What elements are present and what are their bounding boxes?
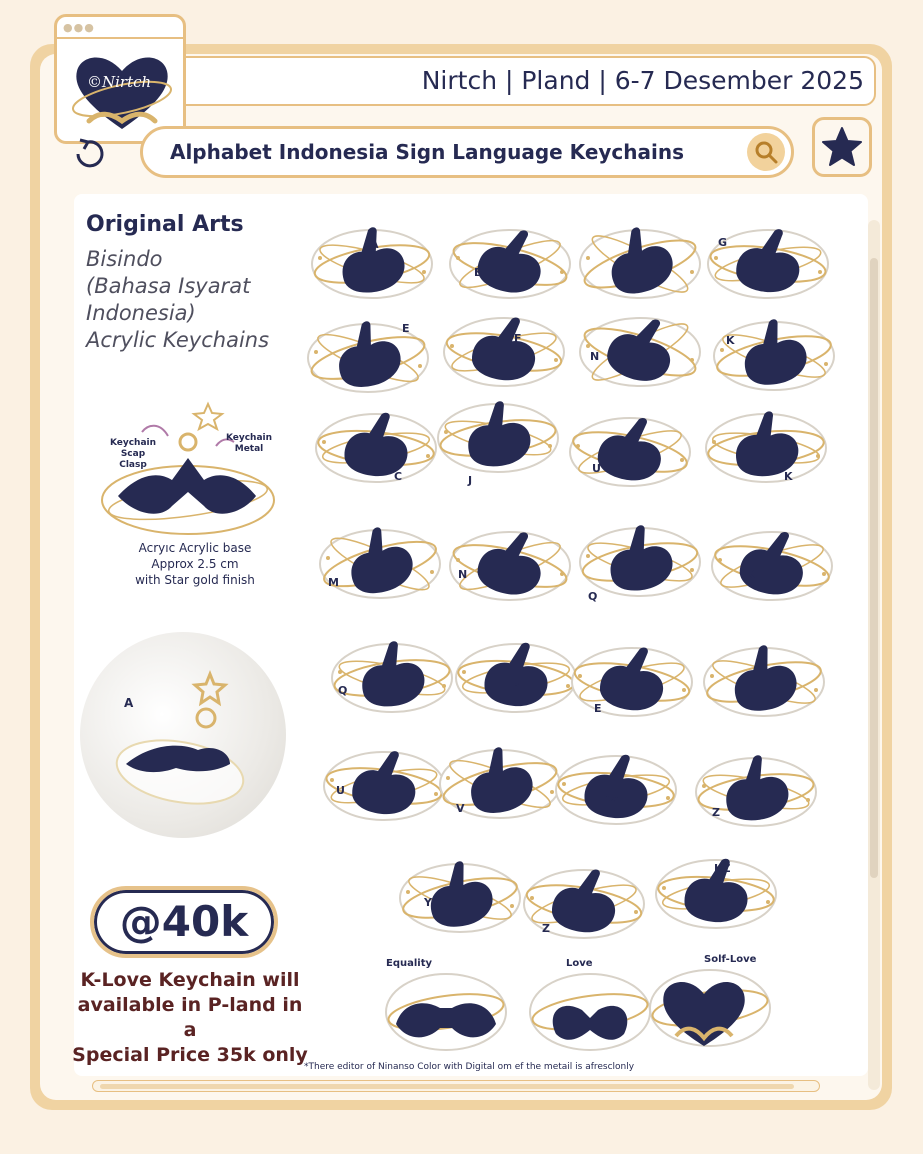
hand-sign-icon: [520, 858, 648, 950]
keychain-letter-label: Z: [712, 806, 720, 819]
keychain-item[interactable]: [704, 218, 832, 310]
hand-sign-icon: [446, 520, 574, 612]
special-keychain-item[interactable]: [526, 958, 654, 1054]
hand-sign-icon: [702, 402, 830, 494]
horizontal-scrollbar-thumb[interactable]: [100, 1084, 794, 1089]
special-keychain-title: Love: [566, 958, 593, 969]
base-description: Acryıc Acrylic base Approx 2.5 cm with Star gold finish: [135, 541, 255, 587]
keychain-item[interactable]: [446, 218, 574, 310]
hand-sign-icon: [446, 218, 574, 310]
keychain-item[interactable]: [452, 632, 580, 724]
keychain-item[interactable]: [312, 402, 440, 494]
hand-sign-icon: [328, 632, 456, 724]
intro-description: Bisindo (Bahasa Isyarat Indonesia) Acrylic Keychains: [86, 247, 270, 352]
keychain-letter-label: W: [606, 794, 619, 807]
favorite-button[interactable]: [812, 117, 872, 177]
keychain-item[interactable]: [576, 516, 704, 608]
price-badge: [90, 886, 278, 958]
promo-text: K-Love Keychain will available in P-land in a Special Price 35k only: [72, 969, 308, 1066]
keychain-letter-label: F: [514, 332, 522, 345]
hand-sign-icon: [708, 520, 836, 612]
special-keychain-title: Solf-Love: [704, 954, 757, 965]
logo-text: ©Nirtch: [87, 73, 152, 91]
keychain-letter-label: G: [718, 236, 728, 249]
keychain-letter-label: K: [726, 334, 735, 347]
keychain-letter-label: Z: [542, 922, 550, 935]
keychain-item[interactable]: [396, 852, 524, 944]
keychain-item[interactable]: [576, 218, 704, 310]
hand-sign-icon: [692, 746, 820, 838]
keychain-item[interactable]: [446, 520, 574, 612]
keychain-item[interactable]: [304, 312, 432, 404]
keychain-letter-label: G: [652, 262, 662, 275]
keychain-letter-label: E: [402, 322, 410, 335]
keychain-letter-label: R: [512, 678, 521, 691]
keychain-letter-label: B: [474, 266, 483, 279]
heart-logo-icon: [67, 43, 177, 139]
page-subtitle: Alphabet Indonesia Sign Language Keychains: [169, 140, 685, 164]
hand-sign-icon: [568, 636, 696, 728]
hand-sign-icon: [704, 218, 832, 310]
vertical-scrollbar-thumb[interactable]: [870, 258, 878, 878]
hand-sign-icon: [700, 636, 828, 728]
keychain-item[interactable]: [700, 636, 828, 728]
keychain-letter-label: N: [590, 350, 600, 363]
keychain-item[interactable]: [576, 306, 704, 398]
logo-window: [54, 14, 186, 144]
photo-letter-label: A: [124, 696, 134, 710]
keychain-diagram: [96, 396, 276, 546]
special-keychain-item[interactable]: [382, 958, 510, 1054]
hand-sign-icon: [382, 958, 510, 1054]
refresh-icon[interactable]: [66, 134, 112, 174]
keychain-item[interactable]: [440, 306, 568, 398]
keychain-item[interactable]: [568, 636, 696, 728]
keychain-item[interactable]: [316, 518, 444, 610]
keychain-letter-label: E: [594, 702, 602, 715]
keychain-item[interactable]: [434, 392, 562, 487]
keychain-letter-label: C: [394, 470, 403, 483]
metal-label: Keychain Metal: [225, 433, 273, 454]
keychain-letter-label: KZ: [714, 862, 731, 875]
search-icon: [753, 139, 779, 165]
hand-sign-icon: [710, 310, 838, 402]
keychain-letter-label: U: [592, 462, 601, 475]
hand-sign-icon: [576, 218, 704, 310]
hand-sign-icon: [434, 392, 562, 484]
hand-sign-icon: [308, 218, 436, 310]
keychain-letter-label: U: [336, 784, 345, 797]
keychain-item[interactable]: [520, 858, 648, 950]
keychain-item[interactable]: [308, 218, 436, 310]
search-bar[interactable]: [140, 126, 794, 178]
keychain-letter-label: J: [468, 474, 473, 487]
star-icon: [820, 125, 864, 169]
keychain-item[interactable]: [566, 406, 694, 498]
keychain-letter-label: Q: [588, 590, 598, 603]
hand-sign-icon: [646, 954, 774, 1050]
hand-sign-icon: [566, 406, 694, 498]
keychain-item[interactable]: [708, 520, 836, 612]
clasp-label: Keychain Scap Clasp: [109, 438, 157, 470]
search-button[interactable]: [747, 133, 785, 171]
keychain-letter-label: V: [456, 802, 465, 815]
event-title: Nirtch | Pland | 6-7 Desember 2025: [421, 66, 864, 95]
window-dots-icon: ●●●: [63, 21, 95, 34]
footnote: *There editor of Ninanso Color with Digital om ef the metail is afresclonly: [304, 1062, 635, 1072]
hand-sign-icon: [526, 958, 654, 1054]
keychain-letter-label: T: [744, 674, 752, 687]
hand-sign-icon: [304, 312, 432, 404]
keychain-item[interactable]: [328, 632, 456, 724]
product-photo: [80, 632, 286, 838]
hand-sign-icon: [312, 402, 440, 494]
keychain-letter-label: A: [370, 238, 379, 251]
keychain-letter-label: Y: [424, 896, 432, 909]
keychain-letter-label: K: [746, 568, 755, 581]
keychain-letter-label: N: [458, 568, 468, 581]
hand-sign-icon: [436, 738, 564, 830]
keychain-item[interactable]: [436, 738, 564, 830]
keychain-item[interactable]: [710, 310, 838, 402]
special-keychain-title: Equality: [386, 958, 433, 969]
keychain-photo-illustration: [80, 632, 286, 838]
keychain-item[interactable]: [320, 740, 448, 832]
keychain-item[interactable]: [652, 848, 780, 940]
keychain-letter-label: M: [328, 576, 339, 589]
title-bar: [152, 56, 876, 106]
keychain-item[interactable]: [552, 744, 680, 836]
special-keychain-item[interactable]: [646, 954, 774, 1050]
keychain-item[interactable]: [702, 402, 830, 494]
hand-sign-icon: [316, 518, 444, 610]
keychain-letter-label: Q: [338, 684, 348, 697]
hand-sign-icon: [440, 306, 568, 398]
intro-heading: Original Arts: [86, 212, 244, 237]
hand-sign-icon: [552, 744, 680, 836]
hand-sign-icon: [396, 852, 524, 944]
keychain-letter-label: K: [784, 470, 793, 483]
price-badge-text: @40k: [119, 897, 249, 946]
keychain-item[interactable]: [692, 746, 820, 838]
